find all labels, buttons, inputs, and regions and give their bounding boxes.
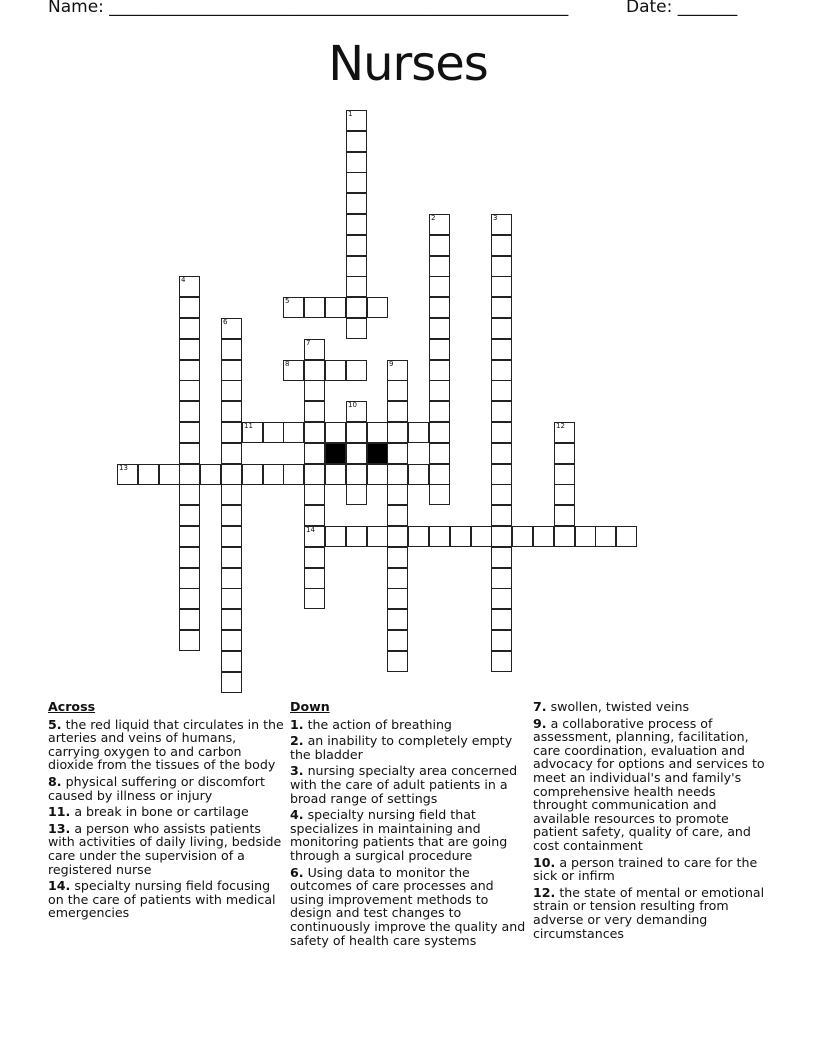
- grid-cell[interactable]: [429, 256, 450, 277]
- grid-cell[interactable]: [179, 360, 200, 381]
- clue-down-12: [533, 886, 771, 940]
- clue-down-2: [290, 734, 528, 761]
- clue-text: nursing specialty area concerned with the care of adult patients in a broad range of settings: [290, 763, 518, 806]
- clue-text: a collaborative process of assessment, planning, facilitation, care coordination, evaluation and advocacy for options and services to meet an individual's and family's comprehensive health needs throught communication and available resources to promote patient safety, quality of care, and cost containment: [533, 715, 765, 853]
- grid-cell[interactable]: [387, 380, 408, 401]
- grid-cell[interactable]: [491, 339, 512, 360]
- clue-down-10: [533, 856, 771, 883]
- grid-cell[interactable]: [304, 339, 325, 360]
- grid-cell[interactable]: [367, 464, 388, 485]
- grid-cell[interactable]: [387, 588, 408, 609]
- clue-text: specialty nursing field that specializes in maintaining and monitoring patients that are going through a surgical procedure: [290, 807, 508, 863]
- clue-number-label: 5: [285, 297, 290, 305]
- grid-cell[interactable]: [221, 630, 242, 651]
- grid-cell[interactable]: [387, 651, 408, 672]
- grid-cell[interactable]: [346, 214, 367, 235]
- grid-cell[interactable]: [179, 547, 200, 568]
- clue-number-label: 11: [244, 422, 253, 430]
- grid-cell[interactable]: [179, 380, 200, 401]
- grid-cell[interactable]: [491, 651, 512, 672]
- grid-cell[interactable]: [491, 256, 512, 277]
- grid-cell[interactable]: [221, 401, 242, 422]
- grid-cell[interactable]: [179, 568, 200, 589]
- grid-cell[interactable]: [387, 443, 408, 464]
- grid-cell[interactable]: [221, 422, 242, 443]
- date-field[interactable]: Date: _______: [626, 0, 738, 17]
- grid-cell[interactable]: [304, 484, 325, 505]
- grid-cell[interactable]: [429, 339, 450, 360]
- grid-cell[interactable]: [221, 464, 242, 485]
- grid-cell[interactable]: [512, 526, 533, 547]
- grid-cell[interactable]: [491, 214, 512, 235]
- grid-cell[interactable]: [554, 484, 575, 505]
- grid-cell[interactable]: [429, 276, 450, 297]
- page-title: Nurses: [328, 36, 488, 92]
- blocked-cell: [325, 443, 346, 464]
- grid-cell[interactable]: [179, 526, 200, 547]
- grid-cell[interactable]: [367, 526, 388, 547]
- across-clues: [48, 700, 284, 923]
- grid-cell[interactable]: [491, 297, 512, 318]
- clue-number-label: 2: [431, 214, 436, 222]
- grid-cell[interactable]: [346, 110, 367, 131]
- clue-down-7: [533, 700, 771, 714]
- grid-cell[interactable]: [221, 547, 242, 568]
- grid-cell[interactable]: [491, 276, 512, 297]
- grid-cell[interactable]: [346, 484, 367, 505]
- grid-cell[interactable]: [221, 672, 242, 693]
- clue-text: a break in bone or cartilage: [74, 804, 249, 820]
- grid-cell[interactable]: [179, 443, 200, 464]
- clue-number-label: 14: [306, 526, 315, 534]
- grid-cell[interactable]: [387, 609, 408, 630]
- grid-cell[interactable]: [179, 318, 200, 339]
- clue-number-label: 4: [181, 276, 186, 284]
- clue-number-label: 13: [119, 464, 128, 472]
- down-clues: [290, 700, 528, 950]
- grid-cell[interactable]: [387, 360, 408, 381]
- clue-down-6: [290, 866, 528, 948]
- grid-cell[interactable]: [304, 547, 325, 568]
- grid-cell[interactable]: [429, 464, 450, 485]
- grid-cell[interactable]: [304, 443, 325, 464]
- down-clues-continued: [533, 700, 771, 943]
- clue-text: Using data to monitor the outcomes of care processes and using improvement methods to design and test changes to continuously improve the quality and safety of health care systems: [290, 864, 526, 948]
- clue-text: swollen, twisted veins: [550, 699, 690, 714]
- grid-cell[interactable]: [304, 360, 325, 381]
- grid-cell[interactable]: [304, 401, 325, 422]
- grid-cell[interactable]: [346, 152, 367, 173]
- clue-text: an inability to completely empty the bladder: [290, 733, 513, 762]
- grid-cell[interactable]: [304, 588, 325, 609]
- grid-cell[interactable]: [325, 422, 346, 443]
- grid-cell[interactable]: [429, 214, 450, 235]
- grid-cell[interactable]: [179, 505, 200, 526]
- clue-number-label: 12: [556, 422, 565, 430]
- grid-cell[interactable]: [491, 318, 512, 339]
- grid-cell[interactable]: [179, 422, 200, 443]
- clue-number: 10.: [533, 854, 556, 870]
- name-field[interactable]: Name: ______________________________________________________: [48, 0, 569, 17]
- grid-cell[interactable]: [221, 318, 242, 339]
- grid-cell[interactable]: [387, 464, 408, 485]
- grid-cell[interactable]: [283, 464, 304, 485]
- grid-cell[interactable]: [346, 401, 367, 422]
- grid-cell[interactable]: [117, 464, 138, 485]
- grid-cell[interactable]: [429, 297, 450, 318]
- grid-cell[interactable]: [533, 526, 554, 547]
- clue-down-9: [533, 717, 771, 853]
- grid-cell[interactable]: [242, 464, 263, 485]
- grid-cell[interactable]: [346, 235, 367, 256]
- grid-cell[interactable]: [429, 484, 450, 505]
- grid-cell[interactable]: [221, 588, 242, 609]
- grid-cell[interactable]: [179, 297, 200, 318]
- clue-text: specialty nursing field focusing on the care of patients with medical emergencies: [48, 878, 276, 921]
- grid-cell[interactable]: [595, 526, 616, 547]
- clue-number: 3.: [290, 763, 304, 779]
- grid-cell[interactable]: [387, 526, 408, 547]
- grid-cell[interactable]: [346, 360, 367, 381]
- grid-cell[interactable]: [491, 505, 512, 526]
- grid-cell[interactable]: [325, 297, 346, 318]
- grid-cell[interactable]: [325, 360, 346, 381]
- grid-cell[interactable]: [429, 401, 450, 422]
- grid-cell[interactable]: [263, 422, 284, 443]
- grid-cell[interactable]: [346, 526, 367, 547]
- grid-cell[interactable]: [304, 380, 325, 401]
- grid-cell[interactable]: [408, 526, 429, 547]
- clue-number: 14.: [48, 878, 71, 894]
- grid-cell[interactable]: [283, 422, 304, 443]
- clue-number: 4.: [290, 807, 304, 823]
- blocked-cell: [367, 443, 388, 464]
- clue-text: the action of breathing: [307, 716, 452, 732]
- grid-cell[interactable]: [554, 422, 575, 443]
- grid-cell[interactable]: [221, 609, 242, 630]
- grid-cell[interactable]: [325, 464, 346, 485]
- grid-cell[interactable]: [179, 484, 200, 505]
- grid-cell[interactable]: [450, 526, 471, 547]
- grid-cell[interactable]: [346, 464, 367, 485]
- grid-cell[interactable]: [616, 526, 637, 547]
- clue-number: 1.: [290, 716, 304, 732]
- grid-cell[interactable]: [221, 651, 242, 672]
- clue-text: the red liquid that circulates in the arteries and veins of humans, carrying oxygen to and carbon dioxide from the tissues of the body: [48, 716, 284, 773]
- grid-cell[interactable]: [491, 609, 512, 630]
- grid-cell[interactable]: [491, 360, 512, 381]
- clue-down-1: [290, 718, 528, 732]
- grid-cell[interactable]: [221, 568, 242, 589]
- grid-cell[interactable]: [429, 380, 450, 401]
- grid-cell[interactable]: [346, 256, 367, 277]
- grid-cell[interactable]: [554, 505, 575, 526]
- grid-cell[interactable]: [304, 526, 325, 547]
- grid-cell[interactable]: [346, 318, 367, 339]
- grid-cell[interactable]: [387, 401, 408, 422]
- grid-cell[interactable]: [471, 526, 492, 547]
- grid-cell[interactable]: [387, 505, 408, 526]
- grid-cell[interactable]: [429, 443, 450, 464]
- grid-cell[interactable]: [367, 422, 388, 443]
- grid-cell[interactable]: [159, 464, 180, 485]
- clue-number: 11.: [48, 804, 71, 820]
- grid-cell[interactable]: [491, 464, 512, 485]
- grid-cell[interactable]: [387, 630, 408, 651]
- clue-number-label: 6: [223, 318, 228, 326]
- grid-cell[interactable]: [346, 193, 367, 214]
- grid-cell[interactable]: [304, 422, 325, 443]
- grid-cell[interactable]: [429, 360, 450, 381]
- down-heading: Down: [290, 699, 330, 714]
- clue-number: 7.: [533, 699, 547, 714]
- grid-cell[interactable]: [408, 422, 429, 443]
- grid-cell[interactable]: [346, 172, 367, 193]
- grid-cell[interactable]: [179, 609, 200, 630]
- grid-cell[interactable]: [221, 484, 242, 505]
- grid-cell[interactable]: [221, 380, 242, 401]
- grid-cell[interactable]: [138, 464, 159, 485]
- across-heading: Across: [48, 699, 96, 714]
- clue-number: 12.: [533, 884, 556, 900]
- grid-cell[interactable]: [179, 276, 200, 297]
- grid-cell[interactable]: [491, 630, 512, 651]
- grid-cell[interactable]: [429, 526, 450, 547]
- clue-number-label: 1: [348, 110, 353, 118]
- clue-text: a person who assists patients with activities of daily living, bedside care under the supervision of a registered nurse: [48, 820, 282, 877]
- grid-cell[interactable]: [346, 297, 367, 318]
- clue-text: a person trained to care for the sick or infirm: [533, 854, 758, 884]
- grid-cell[interactable]: [221, 443, 242, 464]
- grid-cell[interactable]: [367, 297, 388, 318]
- clue-number: 6.: [290, 864, 304, 880]
- grid-cell[interactable]: [554, 443, 575, 464]
- grid-cell[interactable]: [346, 443, 367, 464]
- grid-cell[interactable]: [221, 339, 242, 360]
- grid-cell[interactable]: [491, 547, 512, 568]
- grid-cell[interactable]: [429, 318, 450, 339]
- grid-cell[interactable]: [221, 360, 242, 381]
- grid-cell[interactable]: [283, 297, 304, 318]
- clue-down-4: [290, 808, 528, 862]
- grid-cell[interactable]: [429, 422, 450, 443]
- grid-cell[interactable]: [491, 380, 512, 401]
- grid-cell[interactable]: [387, 568, 408, 589]
- grid-cell[interactable]: [554, 464, 575, 485]
- grid-cell[interactable]: [179, 464, 200, 485]
- grid-cell[interactable]: [179, 630, 200, 651]
- grid-cell[interactable]: [491, 588, 512, 609]
- grid-cell[interactable]: [221, 505, 242, 526]
- grid-cell[interactable]: [491, 422, 512, 443]
- clue-number: 2.: [290, 733, 304, 749]
- grid-cell[interactable]: [491, 235, 512, 256]
- clue-text: physical suffering or discomfort caused by illness or injury: [48, 773, 265, 803]
- grid-cell[interactable]: [346, 422, 367, 443]
- grid-cell[interactable]: [387, 484, 408, 505]
- grid-cell[interactable]: [221, 526, 242, 547]
- clue-number: 5.: [48, 716, 62, 732]
- grid-cell[interactable]: [263, 464, 284, 485]
- clue-number: 9.: [533, 715, 547, 731]
- grid-cell[interactable]: [387, 422, 408, 443]
- clue-number-label: 7: [306, 339, 311, 347]
- grid-cell[interactable]: [304, 464, 325, 485]
- clue-number-label: 9: [389, 360, 394, 368]
- grid-cell[interactable]: [491, 401, 512, 422]
- clue-across-5: [48, 718, 284, 772]
- grid-cell[interactable]: [491, 568, 512, 589]
- grid-cell[interactable]: [346, 131, 367, 152]
- clue-number-label: 8: [285, 360, 290, 368]
- clue-across-14: [48, 879, 284, 920]
- grid-cell[interactable]: [491, 484, 512, 505]
- grid-cell[interactable]: [346, 276, 367, 297]
- grid-cell[interactable]: [179, 588, 200, 609]
- grid-cell[interactable]: [554, 526, 575, 547]
- grid-cell[interactable]: [325, 526, 346, 547]
- grid-cell[interactable]: [304, 297, 325, 318]
- grid-cell[interactable]: [491, 526, 512, 547]
- grid-cell[interactable]: [242, 422, 263, 443]
- clue-across-13: [48, 822, 284, 876]
- grid-cell[interactable]: [491, 443, 512, 464]
- grid-cell[interactable]: [283, 360, 304, 381]
- clue-number-label: 3: [493, 214, 498, 222]
- grid-cell[interactable]: [575, 526, 596, 547]
- clue-number: 13.: [48, 820, 71, 836]
- clue-number-label: 10: [348, 401, 357, 409]
- grid-cell[interactable]: [304, 505, 325, 526]
- grid-cell[interactable]: [200, 464, 221, 485]
- clue-number: 8.: [48, 773, 62, 789]
- grid-cell[interactable]: [179, 339, 200, 360]
- grid-cell[interactable]: [304, 568, 325, 589]
- clue-down-3: [290, 764, 528, 805]
- grid-cell[interactable]: [408, 464, 429, 485]
- clue-text: the state of mental or emotional strain or tension resulting from adverse or very demanding circumstances: [533, 884, 765, 941]
- grid-cell[interactable]: [387, 547, 408, 568]
- grid-cell[interactable]: [429, 235, 450, 256]
- grid-cell[interactable]: [179, 401, 200, 422]
- clue-across-11: [48, 805, 284, 819]
- clue-across-8: [48, 775, 284, 802]
